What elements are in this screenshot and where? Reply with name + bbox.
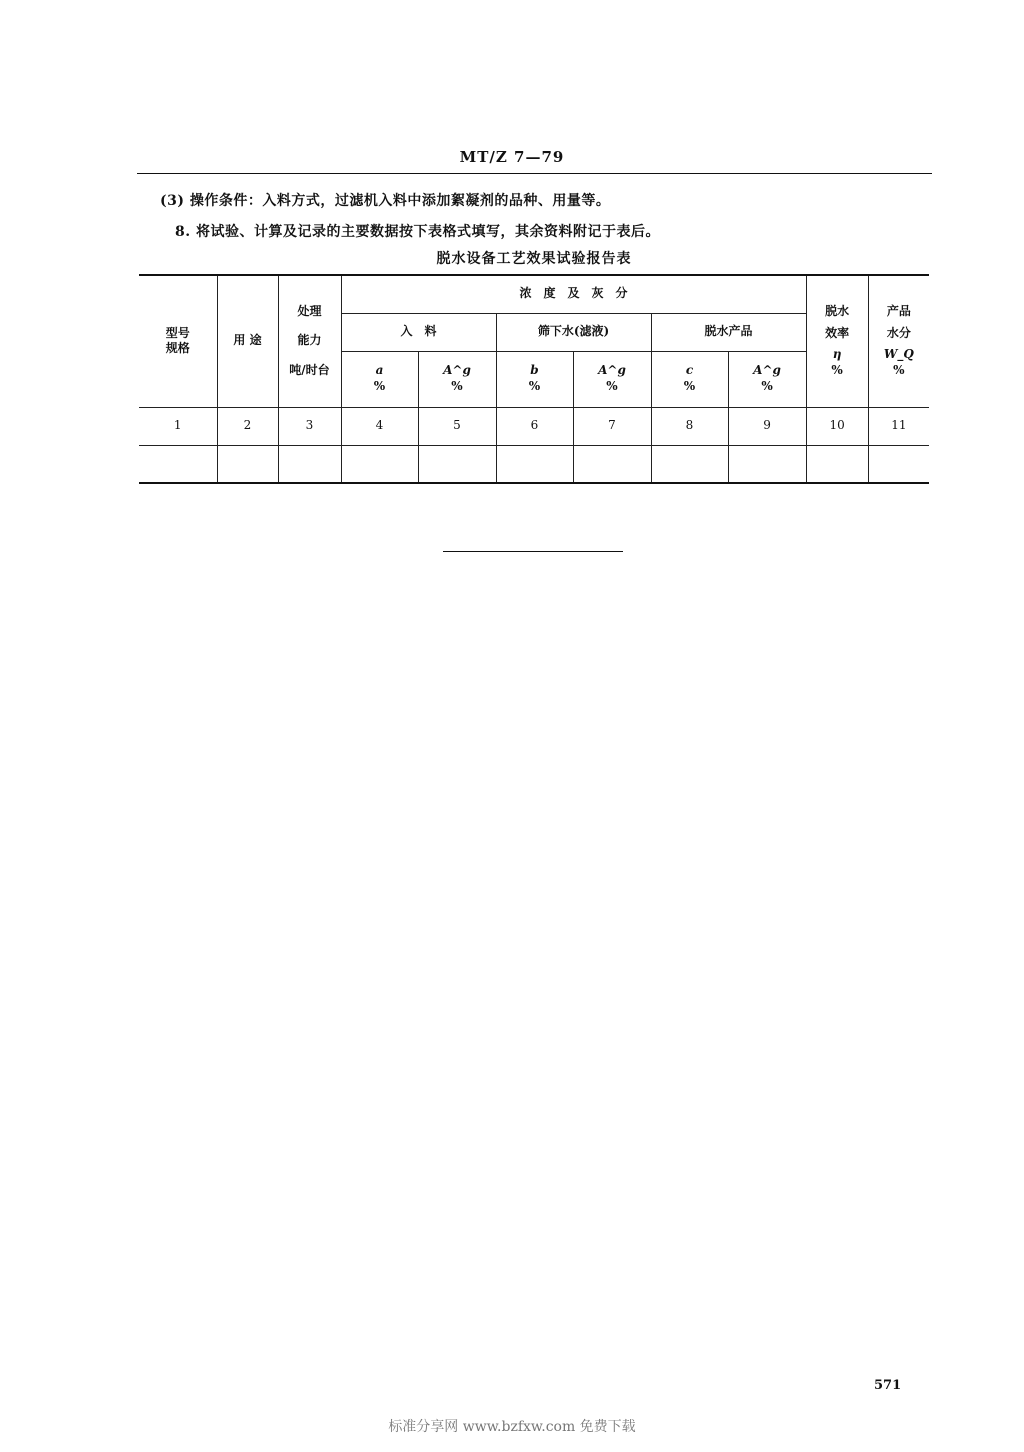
- header-concentration-ash: 浓 度 及 灰 分: [341, 275, 806, 313]
- empty-cell: [651, 445, 728, 483]
- sub-header: A^g %: [418, 351, 496, 407]
- header-model-spec: 型号 规格: [139, 275, 217, 407]
- footer-watermark: 标准分享网 www.bzfxw.com 免费下载: [388, 1419, 636, 1435]
- header-feed: 入 料: [341, 313, 496, 351]
- column-number: 4: [341, 407, 418, 445]
- empty-cell: [868, 445, 929, 483]
- paragraph-operating-conditions: (3) 操作条件：入料方式，过滤机入料中添加絮凝剂的品种、用量等。: [160, 193, 611, 209]
- column-number: 10: [806, 407, 868, 445]
- column-number: 3: [278, 407, 341, 445]
- header-use: 用 途: [217, 275, 278, 407]
- empty-cell: [278, 445, 341, 483]
- empty-cell: [728, 445, 806, 483]
- empty-cell: [139, 445, 217, 483]
- column-number: 9: [728, 407, 806, 445]
- header-product-moisture: 产品 水分 W_Q %: [868, 275, 929, 407]
- empty-cell: [418, 445, 496, 483]
- column-number: 11: [868, 407, 929, 445]
- paragraph-item-8: 8. 将试验、计算及记录的主要数据按下表格式填写，其余资料附记于表后。: [175, 224, 660, 240]
- empty-cell: [341, 445, 418, 483]
- column-number: 1: [139, 407, 217, 445]
- column-number: 6: [496, 407, 573, 445]
- sub-header: c %: [651, 351, 728, 407]
- sub-header: A^g %: [573, 351, 651, 407]
- header-underflow: 筛下水(滤液): [496, 313, 651, 351]
- column-number: 7: [573, 407, 651, 445]
- document-code-header: MT/Z 7—79: [459, 148, 565, 166]
- empty-cell: [496, 445, 573, 483]
- empty-cell: [573, 445, 651, 483]
- sub-header: a %: [341, 351, 418, 407]
- column-number: 2: [217, 407, 278, 445]
- sub-header: b %: [496, 351, 573, 407]
- header-product: 脱水产品: [651, 313, 806, 351]
- empty-cell: [217, 445, 278, 483]
- empty-cell: [806, 445, 868, 483]
- header-dewatering-efficiency: 脱水 效率 η %: [806, 275, 868, 407]
- end-rule: [443, 551, 623, 552]
- header-capacity: 处理 能力 吨/时台: [278, 275, 341, 407]
- column-number: 5: [418, 407, 496, 445]
- header-rule: [137, 173, 932, 174]
- column-number: 8: [651, 407, 728, 445]
- table-caption: 脱水设备工艺效果试验报告表: [436, 251, 632, 267]
- sub-header: A^g %: [728, 351, 806, 407]
- page-number: 571: [874, 1378, 902, 1393]
- report-table: [139, 274, 929, 484]
